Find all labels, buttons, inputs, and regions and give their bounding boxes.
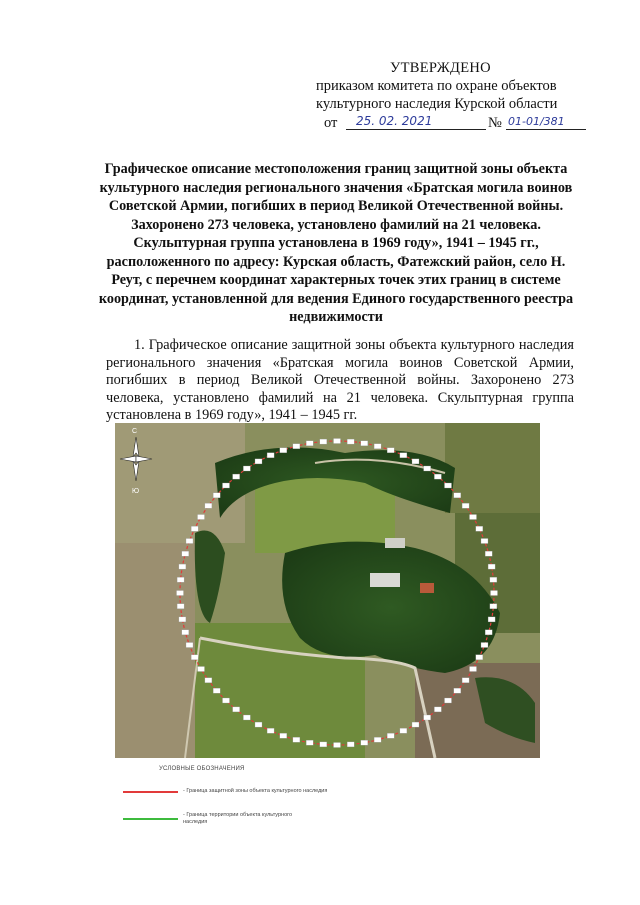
approval-heading: УТВЕРЖДЕНО — [390, 60, 491, 76]
boundary-point-marker — [347, 439, 354, 444]
boundary-point-marker — [186, 539, 193, 544]
boundary-point-marker — [445, 483, 452, 488]
boundary-point-marker — [334, 743, 341, 748]
boundary-point-marker — [179, 617, 186, 622]
boundary-point-marker — [293, 737, 300, 742]
boundary-point-marker — [223, 483, 230, 488]
boundary-point-marker — [481, 539, 488, 544]
building-roof — [420, 583, 434, 593]
boundary-point-marker — [491, 591, 498, 596]
boundary-point-marker — [205, 678, 212, 683]
boundary-point-marker — [243, 715, 250, 720]
boundary-point-marker — [488, 617, 495, 622]
document-title: Графическое описание местоположения границ защитной зоны объекта культурного наследия регионального значения «Братская могила воинов Советской Армии, погибших в период Великой Отечественной войны. Захоронено 273 человека, установлено фамилий на 21 человека. Скульптурная группа установлена в 1969 году», 1941 – 1945 гг., расположенного по адресу: Курская область, Фатежский район, село Н. Реут, с перечнем координат характерных точек этих границ в системе координат, установленной для ведения Единого государственного реестра недвижимости — [98, 161, 574, 325]
boundary-point-marker — [267, 453, 274, 458]
date-prefix: от — [324, 115, 338, 131]
boundary-point-marker — [198, 515, 205, 520]
boundary-point-marker — [233, 474, 240, 479]
boundary-point-marker — [198, 667, 205, 672]
boundary-point-marker — [490, 577, 497, 582]
number-prefix: № — [488, 115, 502, 131]
boundary-point-marker — [485, 630, 492, 635]
boundary-point-marker — [267, 728, 274, 733]
boundary-point-marker — [476, 526, 483, 531]
approval-line-1: приказом комитета по охране объектов — [316, 78, 557, 94]
boundary-point-marker — [454, 493, 461, 498]
boundary-point-marker — [387, 733, 394, 738]
field-ne — [445, 423, 540, 513]
boundary-point-marker — [361, 740, 368, 745]
boundary-point-marker — [400, 728, 407, 733]
boundary-point-marker — [470, 515, 477, 520]
boundary-point-marker — [476, 655, 483, 660]
map-svg — [115, 423, 540, 758]
boundary-point-marker — [462, 503, 469, 508]
map-legend — [115, 758, 545, 838]
boundary-point-marker — [334, 439, 341, 444]
boundary-point-marker — [412, 722, 419, 727]
boundary-point-marker — [306, 441, 313, 446]
boundary-point-marker — [191, 526, 198, 531]
boundary-point-marker — [490, 604, 497, 609]
boundary-point-marker — [182, 551, 189, 556]
boundary-point-marker — [243, 466, 250, 471]
boundary-point-marker — [424, 466, 431, 471]
legend-item-1: - Граница защитной зоны объекта культурного наследия — [183, 788, 328, 794]
boundary-point-marker — [280, 448, 287, 453]
boundary-point-marker — [361, 441, 368, 446]
approval-line-2: культурного наследия Курской области — [316, 96, 558, 112]
boundary-point-marker — [255, 459, 262, 464]
legend-red-line — [123, 791, 178, 793]
building-1 — [370, 573, 400, 587]
description-paragraph — [106, 337, 574, 425]
satellite-map — [115, 423, 540, 758]
legend-green-line — [123, 818, 178, 820]
compass-south: Ю — [132, 488, 140, 495]
boundary-point-marker — [177, 604, 184, 609]
boundary-point-marker — [412, 459, 419, 464]
boundary-point-marker — [320, 439, 327, 444]
boundary-point-marker — [400, 453, 407, 458]
boundary-point-marker — [205, 503, 212, 508]
boundary-point-marker — [255, 722, 262, 727]
boundary-point-marker — [306, 740, 313, 745]
boundary-point-marker — [177, 591, 184, 596]
boundary-point-marker — [424, 715, 431, 720]
boundary-point-marker — [374, 444, 381, 449]
boundary-point-marker — [182, 630, 189, 635]
compass-north: С — [132, 428, 138, 435]
description-text: 1. Графическое описание защитной зоны объекта культурного наследия регионального значения «Братская могила воинов Советской Армии, погибших в период Великой Отечественной войны. Захоронено 273 человека, установлено фамилий на 21 человека. Скульптурная группа установлена в 1969 году», 1941 – 1945 гг. — [106, 337, 574, 423]
boundary-point-marker — [454, 688, 461, 693]
building-2 — [385, 538, 405, 548]
boundary-point-marker — [186, 643, 193, 648]
boundary-point-marker — [488, 564, 495, 569]
boundary-point-marker — [213, 688, 220, 693]
boundary-point-marker — [374, 737, 381, 742]
boundary-point-marker — [445, 698, 452, 703]
boundary-point-marker — [233, 707, 240, 712]
legend-item-2: - Граница территории объекта культурного наследия — [183, 812, 293, 825]
boundary-point-marker — [213, 493, 220, 498]
boundary-point-marker — [191, 655, 198, 660]
boundary-point-marker — [434, 474, 441, 479]
approval-number: 01-01/381 — [506, 113, 586, 130]
boundary-point-marker — [462, 678, 469, 683]
boundary-point-marker — [485, 551, 492, 556]
boundary-point-marker — [434, 707, 441, 712]
legend-title: УСЛОВНЫЕ ОБОЗНАЧЕНИЯ — [159, 766, 245, 772]
boundary-point-marker — [387, 448, 394, 453]
boundary-point-marker — [481, 643, 488, 648]
field-w — [115, 543, 195, 758]
boundary-point-marker — [347, 742, 354, 747]
meadow-center — [255, 478, 395, 553]
approval-date: 25. 02. 2021 — [346, 113, 486, 130]
boundary-point-marker — [223, 698, 230, 703]
boundary-point-marker — [280, 733, 287, 738]
boundary-point-marker — [320, 742, 327, 747]
boundary-point-marker — [293, 444, 300, 449]
boundary-point-marker — [470, 667, 477, 672]
boundary-point-marker — [177, 577, 184, 582]
boundary-point-marker — [179, 564, 186, 569]
